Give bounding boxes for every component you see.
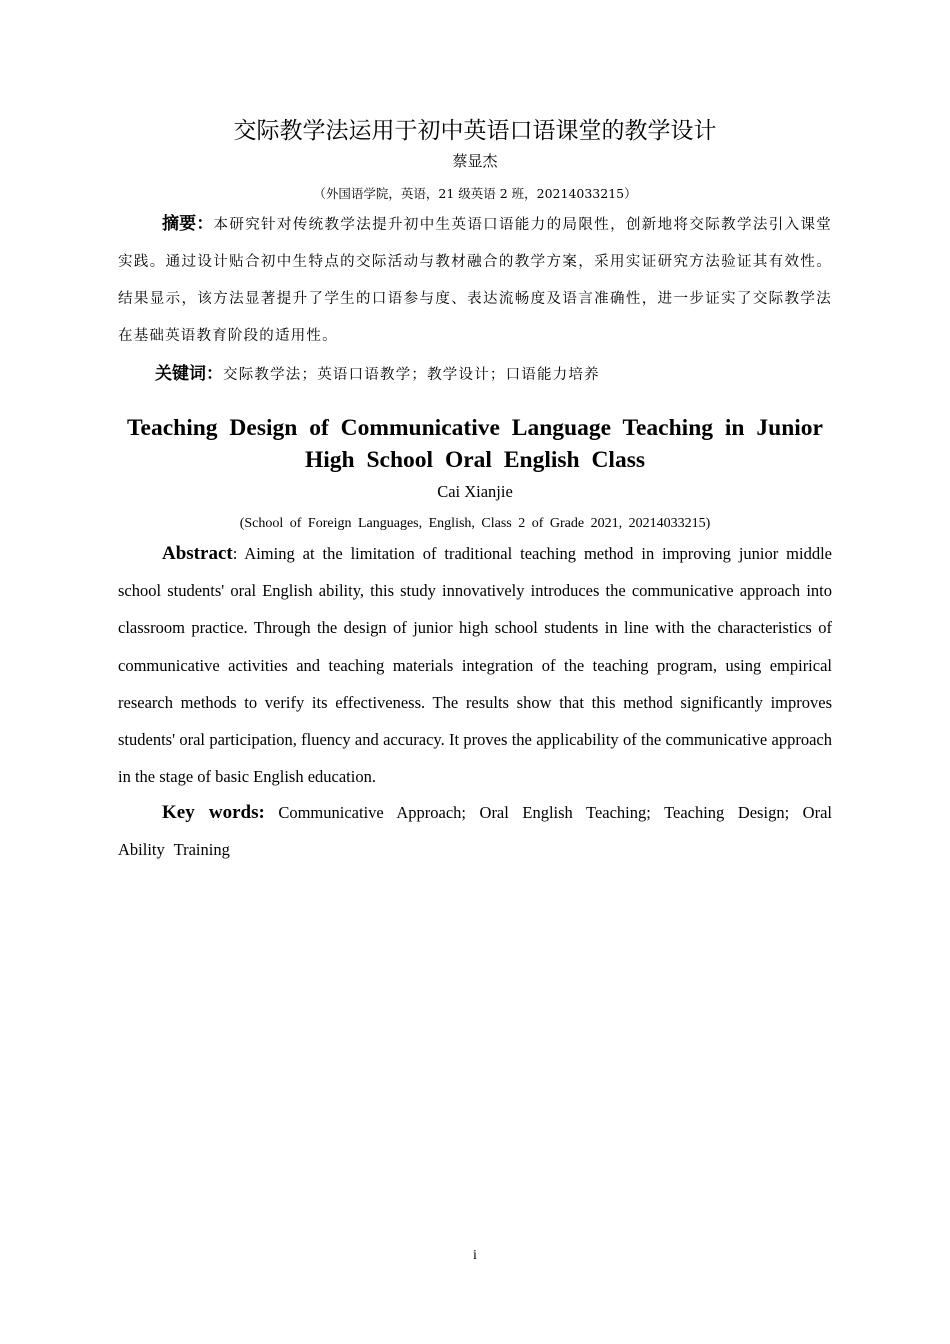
chinese-title: 交际教学法运用于初中英语口语课堂的教学设计 <box>233 118 717 144</box>
english-keywords-text: Communicative Approach; Oral English Teaching; Teaching Design; Oral Ability Training <box>118 803 832 859</box>
english-abstract <box>118 535 832 795</box>
chinese-keywords-label: 关键词： <box>155 364 223 384</box>
chinese-keywords <box>118 356 832 393</box>
english-keywords-label: Key words: <box>162 802 265 823</box>
english-keywords <box>118 794 832 868</box>
chinese-keywords-text: 交际教学法；英语口语教学；教学设计；口语能力培养 <box>223 367 600 383</box>
page-number: i <box>473 1248 477 1263</box>
chinese-abstract-label: 摘要： <box>162 214 214 234</box>
english-abstract-text: : Aiming at the limitation of traditional teaching method in improving junior middle school students' oral English ability, this study innovatively introduces the communicative approach into classroom practice. Through the design of junior high school students in line with the characteristics of communicative activities and teaching materials integration of the teaching program, using empirical research methods to verify its effectiveness. The results show that this method significantly improves students' oral participation, fluency and accuracy. It proves the applicability of the communicative approach in the stage of basic English education. <box>118 544 832 787</box>
english-affiliation: (School of Foreign Languages, English, Class 2 of Grade 2021, 20214033215) <box>239 516 711 531</box>
chinese-abstract <box>118 206 832 355</box>
chinese-affiliation: （外国语学院，英语，21 级英语 2 班，20214033215） <box>313 186 637 201</box>
english-abstract-label: Abstract <box>162 543 233 564</box>
english-title: Teaching Design of Communicative Language Teaching in Junior High School Oral English Class <box>127 415 823 473</box>
chinese-author: 蔡显杰 <box>452 152 498 170</box>
english-author: Cai Xianjie <box>437 482 513 501</box>
chinese-abstract-text: 本研究针对传统教学法提升初中生英语口语能力的局限性，创新地将交际教学法引入课堂实践。通过设计贴合初中生特点的交际活动与教材融合的教学方案，采用实证研究方法验证其有效性。结果显示，该方法显著提升了学生的口语参与度、表达流畅度及语言准确性，进一步证实了交际教学法在基础英语教育阶段的适用性。 <box>118 217 833 344</box>
